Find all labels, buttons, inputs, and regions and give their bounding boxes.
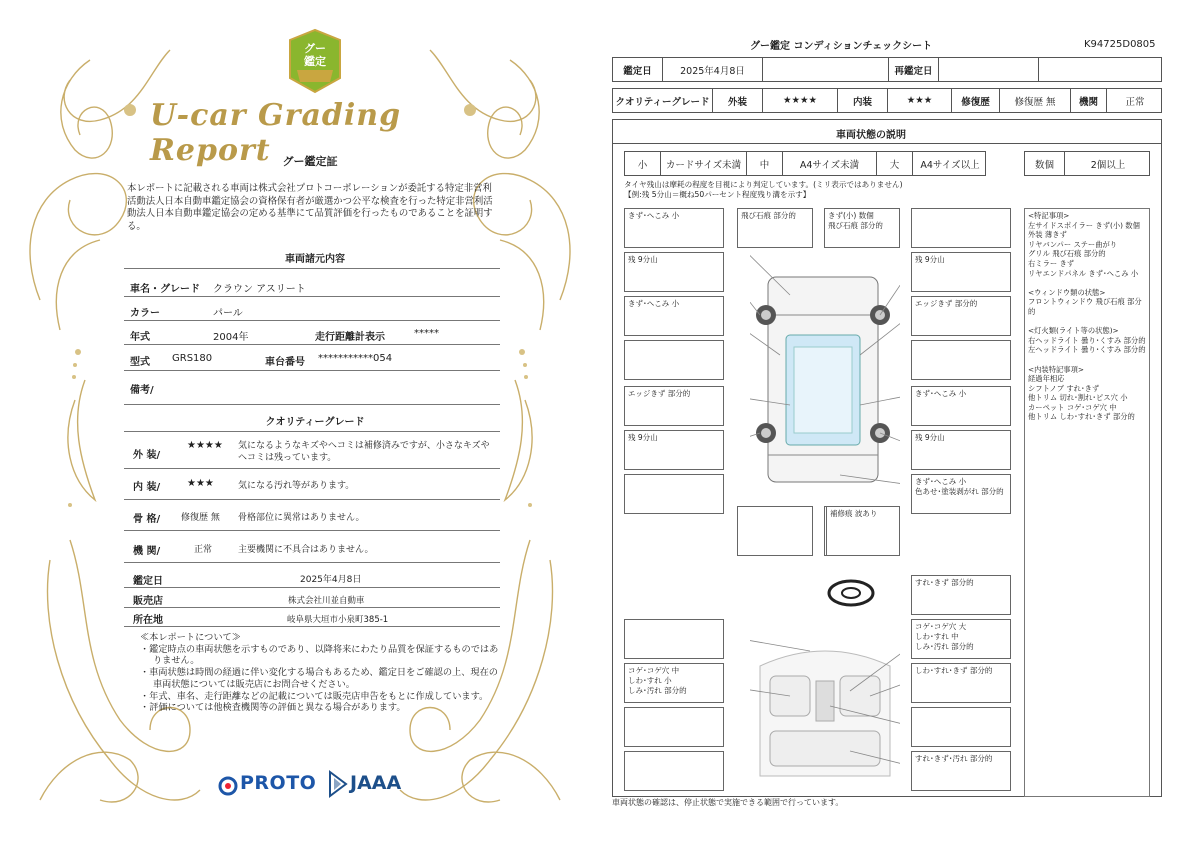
damage-box	[737, 506, 813, 556]
divider	[124, 607, 500, 608]
exterior-label: 外 装/	[133, 450, 161, 461]
address-value: 岐阜県大垣市小泉町385-1	[287, 615, 389, 625]
legend-large-desc: A4サイズ以上	[920, 159, 980, 171]
frame-desc: 骨格部位に異常はありません。	[238, 513, 365, 523]
interior-desc: 気になる汚れ等があります。	[238, 481, 355, 491]
note-item: ・鑑定時点の車両状態を示すものであり、以降将来にわたり品質を保証するものではありません。	[140, 643, 499, 667]
dealer-label: 販売店	[133, 596, 163, 607]
special-notes: <特記事項> 左サイドスポイラー きず(小) 数個 外装 薄きず リヤバンパー ステー曲がり グリル 飛び石痕 部分的 右ミラー きず リヤエンドパネル きず･へこみ 小 <ウィンドウ類の状態> フロントウィンドウ 飛び石痕 部分的 <灯火類(ライト等の状態)> 右ヘッドライト 曇り･くすみ 部分的 左ヘッドライト 曇り･くすみ 部分的 <内装特記事項> 経過年相応 シフトノブ すれ･きず 他トリム 切れ･割れ･ピス穴 小 カーペット コゲ･コゲ穴 中 他トリム しわ･すれ･きず 部分的	[1028, 211, 1146, 422]
divider	[612, 143, 1162, 144]
special-notes-box	[1024, 208, 1150, 797]
footer-note: 車両状態の確認は、停止状態で実施できる範囲で行っています。	[612, 798, 844, 807]
legend-mid-desc: A4サイズ未満	[783, 152, 877, 175]
size-legend	[624, 151, 986, 176]
divider	[124, 370, 500, 371]
engine-value: 正常	[194, 545, 213, 555]
car-exterior-diagram	[750, 255, 900, 495]
divider	[124, 587, 500, 588]
exterior-stars: ★★★★	[187, 440, 223, 451]
specs-title: 車両諸元内容	[285, 254, 345, 265]
tire-note-2: 【例:残 5分山＝概ね50パーセント程度残り溝を示す】	[624, 190, 811, 199]
interior-label: 内 装/	[133, 482, 161, 493]
divider	[124, 344, 500, 345]
interior-box	[624, 707, 724, 747]
interior-box: すれ･きず 部分的	[911, 575, 1011, 615]
interior-stars: ★★★	[187, 478, 214, 489]
certificate-title: グー鑑定証	[282, 155, 338, 168]
frame-label: 骨 格/	[133, 514, 161, 525]
grade-row	[612, 88, 1162, 113]
chassis-value: ***********054	[318, 353, 393, 364]
reappraisal-value	[939, 58, 1039, 81]
goo-badge-text: グー 鑑定	[304, 42, 326, 68]
damage-box: きず･へこみ 小	[624, 208, 724, 248]
address-label: 所在地	[133, 615, 163, 626]
divider	[124, 320, 500, 321]
interior-box: コゲ･コゲ穴 大 しわ･すれ 中 しみ･汚れ 部分的	[911, 619, 1011, 659]
year-label: 年式	[130, 332, 150, 343]
count-legend	[1024, 151, 1150, 176]
reappraisal-label: 再鑑定日	[889, 58, 939, 81]
damage-box: きず･へこみ 小	[911, 386, 1011, 426]
legend-count: 数個	[1025, 152, 1065, 175]
appraisal-date-value: 2025年4月8日	[300, 575, 362, 585]
damage-box: 補修痕 波あり	[826, 506, 900, 556]
interior-label: 内装	[838, 89, 888, 112]
divider	[124, 530, 500, 531]
damage-box: エッジきず 部分的	[624, 386, 724, 426]
model-value: GRS180	[172, 353, 213, 364]
model-label: 型式	[130, 357, 150, 368]
legend-small-desc: カードサイズ未満	[661, 152, 747, 175]
car-name-label: 車名・グレード	[130, 284, 200, 295]
report-notes	[140, 632, 500, 714]
interior-box: コゲ･コゲ穴 中 しわ･すれ 小 しみ･汚れ 部分的	[624, 663, 724, 703]
color-value: パール	[213, 308, 243, 319]
date-row	[612, 57, 1162, 82]
frame-value: 修復歴 無	[181, 513, 220, 523]
steering-wheel-icon	[826, 578, 876, 608]
interior-box	[911, 707, 1011, 747]
repair-label: 修復歴	[952, 89, 1000, 112]
damage-box: 残 9分山	[911, 430, 1011, 470]
quality-title: クオリティーグレード	[265, 417, 365, 428]
exterior-desc: 気になるようなキズやヘコミは補修済みですが、小さなキズやヘコミは残っています。	[238, 441, 490, 463]
interior-value: ★★★	[888, 89, 952, 112]
exterior-label: 外装	[713, 89, 763, 112]
divider	[124, 499, 500, 500]
appraisal-date-label: 鑑定日	[133, 576, 163, 587]
interior-box: しわ･すれ･きず 部分的	[911, 663, 1011, 703]
engine-desc: 主要機関に不具合はありません。	[238, 545, 374, 555]
color-label: カラー	[130, 308, 160, 319]
chassis-label: 車台番号	[265, 357, 305, 368]
divider	[124, 296, 500, 297]
exterior-value: ★★★★	[763, 89, 838, 112]
damage-box: きず･へこみ 小	[624, 296, 724, 336]
legend-count-desc: 2個以上	[1090, 159, 1126, 171]
remarks-label: 備考/	[130, 385, 154, 396]
proto-logo-icon	[218, 776, 240, 798]
damage-box: 残 9分山	[624, 252, 724, 292]
divider	[124, 468, 500, 469]
note-item: ・評価については他検査機関等の評価と異なる場合があります。	[140, 702, 406, 714]
mileage-value: *****	[414, 328, 439, 339]
year-value: 2004年	[213, 332, 249, 343]
tire-note-1: タイヤ残山は摩耗の程度を目視により判定しています。(ミリ表示ではありません)	[624, 180, 903, 189]
divider	[124, 431, 500, 432]
empty-cell	[763, 58, 889, 81]
proto-logo-text: PROTO	[240, 772, 317, 794]
damage-box	[911, 208, 1011, 248]
car-name-value: クラウン アスリート	[213, 284, 306, 295]
legend-large: 大	[877, 152, 913, 175]
legend-mid: 中	[747, 152, 783, 175]
damage-box: きず(小) 数個 飛び石痕 部分的	[824, 208, 900, 248]
note-item: ・年式、車名、走行距離などの記載については販売店申告をもとに作成しています。	[140, 690, 489, 702]
divider	[124, 268, 500, 269]
car-interior-diagram	[750, 636, 900, 786]
jaaa-logo-text: JAAA	[350, 772, 402, 794]
divider	[124, 626, 500, 627]
damage-box: エッジきず 部分的	[911, 296, 1011, 336]
legend-small: 小	[625, 152, 661, 175]
damage-box: 残 9分山	[911, 252, 1011, 292]
dealer-value: 株式会社川並自動車	[288, 596, 365, 606]
damage-box: きず･へこみ 小 色あせ･塗装剥がれ 部分的	[911, 474, 1011, 514]
divider	[124, 404, 500, 405]
engine-label: 機 関/	[133, 546, 161, 557]
sheet-id: K94725D0805	[1084, 39, 1156, 50]
damage-box	[624, 340, 724, 380]
interior-box: すれ･きず･汚れ 部分的	[911, 751, 1011, 791]
report-script-title: U-car Grading Report	[150, 98, 402, 168]
damage-box	[911, 340, 1011, 380]
certificate-body: 本レポートに記載される車両は株式会社プロトコーポレーションが委託する特定非営利活動法人日本自動車鑑定協会の資格保有者が厳選かつ公平な検査を行った特定非営利活動法人日本自動車鑑定協会の定める基準にて品質評価を行ったものであることを証明する。	[127, 183, 493, 232]
date-label: 鑑定日	[613, 58, 663, 81]
section-title: 車両状態の説明	[836, 130, 906, 141]
interior-box	[624, 751, 724, 791]
repair-value: 修復歴 無	[1000, 89, 1071, 112]
engine-label: 機関	[1071, 89, 1107, 112]
notes-title: ≪本レポートについて≫	[140, 632, 241, 643]
condition-check-sheet	[600, 0, 1200, 848]
mileage-label: 走行距離計表示	[315, 332, 385, 343]
engine-value: 正常	[1125, 96, 1145, 108]
grade-label: クオリティーグレード	[613, 89, 713, 112]
damage-box: 残 9分山	[624, 430, 724, 470]
divider	[124, 562, 500, 563]
damage-box	[624, 474, 724, 514]
sheet-title: グー鑑定 コンディションチェックシート	[750, 41, 933, 52]
date-value: 2025年4月8日	[663, 58, 763, 81]
damage-box: 飛び石痕 部分的	[737, 208, 813, 248]
jaaa-logo-icon	[328, 770, 348, 798]
note-item: ・車両状態は時間の経過に伴い変化する場合もあるため、鑑定日をご確認の上、現在の車両状態については販売店にお問合せください。	[140, 667, 498, 690]
interior-box	[624, 619, 724, 659]
